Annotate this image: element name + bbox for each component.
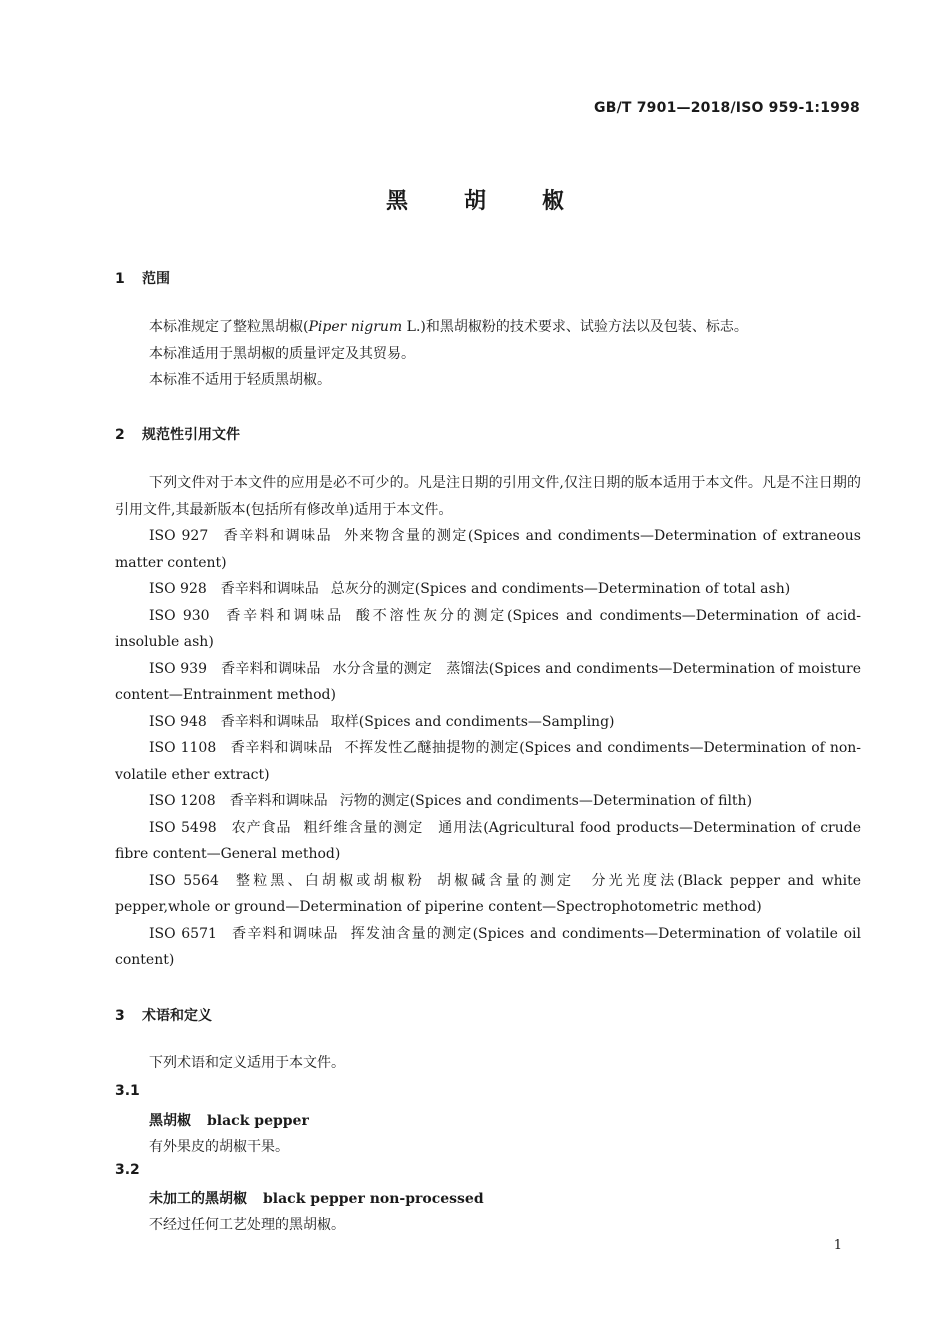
reference-list [115,523,861,974]
page-title: 黑胡椒 [385,189,620,214]
section-1-heading [115,268,170,288]
reference-item: ISO 5498 农产食品 粗纤维含量的测定 通用法(Agricultural food products—Determination of crude fibre content—General method) [115,819,862,862]
term-number: 3.2 [115,1162,140,1178]
section-title: 范围 [142,271,170,287]
reference-item: ISO 928 香辛料和调味品 总灰分的测定(Spices and condiments—Determination of total ash) [149,581,791,597]
reference-item: ISO 6571 香辛料和调味品 挥发油含量的测定(Spices and condiments—Determination of volatile oil content) [115,925,861,968]
scope-paragraph-1: 本标准规定了整粒黑胡椒(Piper nigrum L.)和黑胡椒粉的技术要求、试验方法以及包装、标志。 [149,319,748,335]
reference-item: ISO 1108 香辛料和调味品 不挥发性乙醚抽提物的测定(Spices and condiments—Determination of non-volatile ether extract) [115,740,862,783]
reference-item: ISO 927 香辛料和调味品 外来物含量的测定(Spices and condiments—Determination of extraneous matter content) [115,528,861,571]
term-definition: 不经过任何工艺处理的黑胡椒。 [149,1217,345,1233]
terms-intro: 下列术语和定义适用于本文件。 [149,1055,345,1071]
term-entry [149,1188,484,1208]
term-entry [149,1110,309,1130]
term-number: 3.1 [115,1083,140,1099]
section-3-heading [115,1005,212,1025]
reference-item: ISO 5564 整粒黑、白胡椒或胡椒粉 胡椒碱含量的测定 分光光度法(Black pepper and white pepper,whole or ground—Determination of piperine content—Spectrophotometric method) [115,872,861,915]
page-number: 1 [833,1238,842,1253]
scope-paragraph-2: 本标准适用于黑胡椒的质量评定及其贸易。 [149,345,415,362]
scope-paragraph-3: 本标准不适用于轻质黑胡椒。 [149,372,331,388]
section-2-heading [115,424,240,444]
section-title: 术语和定义 [142,1008,212,1024]
normative-intro: 下列文件对于本文件的应用是必不可少的。凡是注日期的引用文件,仅注日期的版本适用于本文件。凡是不注日期的引用文件,其最新版本(包括所有修改单)适用于本文件。 [115,475,861,518]
section-title: 规范性引用文件 [142,427,240,443]
section-1-body [115,314,861,394]
reference-item: ISO 930 香辛料和调味品 酸不溶性灰分的测定(Spices and condiments—Determination of acid-insoluble ash) [115,607,862,650]
section-number: 3 [115,1008,125,1024]
term-zh: 未加工的黑胡椒 [149,1191,247,1207]
section-number: 1 [115,271,125,287]
section-3-intro [115,1050,861,1077]
term-en: black pepper non-processed [263,1191,484,1207]
term-en: black pepper [207,1113,309,1129]
standard-code: GB/T 7901—2018/ISO 959-1:1998 [594,100,860,116]
term-definition: 有外果皮的胡椒干果。 [149,1139,289,1155]
term-zh: 黑胡椒 [149,1113,191,1129]
section-number: 2 [115,427,125,443]
reference-item: ISO 948 香辛料和调味品 取样(Spices and condiments—Sampling) [149,713,615,730]
reference-item: ISO 939 香辛料和调味品 水分含量的测定 蒸馏法(Spices and condiments—Determination of moisture content—Entrainment method) [115,660,862,703]
reference-item: ISO 1208 香辛料和调味品 污物的测定(Spices and condiments—Determination of filth) [149,793,753,809]
section-2-body [115,470,861,974]
latin-name: Piper nigrum [308,319,403,335]
